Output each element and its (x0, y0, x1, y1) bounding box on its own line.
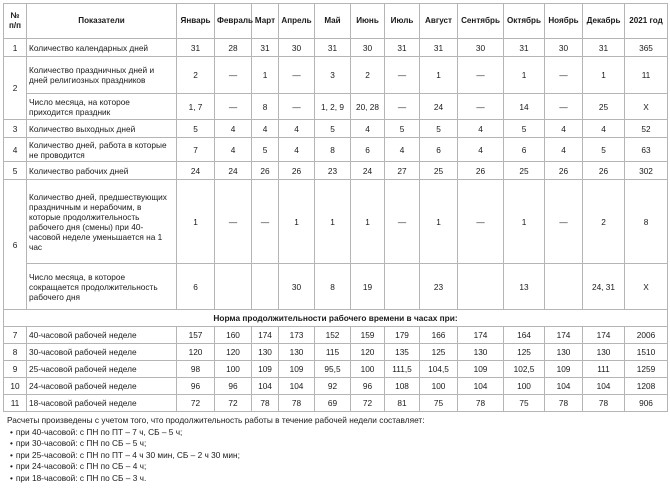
row-value: 4 (215, 138, 252, 162)
row-value: 104,5 (420, 361, 458, 378)
row-label: 40-часовой рабочей неделе (27, 327, 177, 344)
row-value: 25 (504, 162, 545, 180)
calculation-notes (3, 415, 667, 484)
row-value: 23 (315, 162, 351, 180)
header-month: Август (420, 4, 458, 39)
subrow-value: 8 (315, 264, 351, 310)
row-value: — (252, 180, 279, 264)
row-number: 11 (4, 395, 27, 412)
row-value: 1 (583, 57, 625, 94)
row-value: 4 (279, 138, 315, 162)
notes-list (7, 427, 667, 485)
row-value: 2 (177, 57, 215, 94)
row-value: 63 (625, 138, 668, 162)
row-value: 1510 (625, 344, 668, 361)
row-value: 152 (315, 327, 351, 344)
row-value: 28 (215, 39, 252, 57)
row-value: 125 (504, 344, 545, 361)
row-value: 4 (545, 138, 583, 162)
calendar-document (3, 3, 667, 484)
header-num-line2: п/п (8, 21, 22, 30)
row-value: 109 (458, 361, 504, 378)
row-value: 30 (545, 39, 583, 57)
norm-row (4, 378, 668, 395)
subrow-value: 30 (279, 264, 315, 310)
row-value: 130 (279, 344, 315, 361)
row-value: 78 (583, 395, 625, 412)
row-value: 130 (458, 344, 504, 361)
row-value: 157 (177, 327, 215, 344)
header-month: Декабрь (583, 4, 625, 39)
header-month: Июнь (351, 4, 385, 39)
row-value: 1 (420, 57, 458, 94)
norm-row (4, 344, 668, 361)
row-value: 3 (315, 57, 351, 94)
header-month: Май (315, 4, 351, 39)
row-value: 31 (504, 39, 545, 57)
row-value: 75 (420, 395, 458, 412)
row-value: 4 (351, 120, 385, 138)
subrow-value: X (625, 264, 668, 310)
table-row (4, 120, 668, 138)
row-value: 6 (351, 138, 385, 162)
row-value: 4 (252, 120, 279, 138)
row-value: 174 (458, 327, 504, 344)
row-value: 95,5 (315, 361, 351, 378)
row-value: 98 (177, 361, 215, 378)
table-subrow (4, 94, 668, 120)
row-value: 115 (315, 344, 351, 361)
row-value: — (215, 180, 252, 264)
subrow-value (458, 264, 504, 310)
row-value: 1208 (625, 378, 668, 395)
subrow-value: — (279, 94, 315, 120)
row-value: 8 (625, 180, 668, 264)
row-value: 5 (252, 138, 279, 162)
row-value: 31 (252, 39, 279, 57)
row-value: 109 (252, 361, 279, 378)
row-value: 1259 (625, 361, 668, 378)
note-item: • при 40-часовой: с ПН по ПТ – 7 ч, СБ – 5 ч; (17, 427, 667, 439)
subrow-label: Число месяца, в которое сокращается продолжительность рабочего дня (27, 264, 177, 310)
row-value: 6 (504, 138, 545, 162)
row-value: 130 (252, 344, 279, 361)
row-number: 10 (4, 378, 27, 395)
norm-row (4, 361, 668, 378)
subrow-value: 1, 7 (177, 94, 215, 120)
norm-title: Норма продолжительности рабочего времени в часах при: (4, 310, 668, 327)
row-value: 78 (458, 395, 504, 412)
row-value: 11 (625, 57, 668, 94)
row-value: 4 (458, 138, 504, 162)
header-month: Апрель (279, 4, 315, 39)
row-value: 130 (583, 344, 625, 361)
row-value: 104 (583, 378, 625, 395)
row-value: 4 (215, 120, 252, 138)
subrow-value (385, 264, 420, 310)
row-label: Количество дней, предшествующих праздничным и нерабочим, в которые продолжительность рабочего дня (смены) при 40-часовой неделе уменьшается на 1 час (27, 180, 177, 264)
row-value: 24 (215, 162, 252, 180)
subrow-value: 8 (252, 94, 279, 120)
row-value: 96 (215, 378, 252, 395)
row-value: 125 (420, 344, 458, 361)
row-value: 25 (420, 162, 458, 180)
row-value: 1 (504, 57, 545, 94)
row-value: 174 (583, 327, 625, 344)
header-num-line1: № (10, 11, 20, 20)
notes-intro: Расчеты произведены с учетом того, что продолжительность работы в течение рабочей недели составляет: (7, 415, 425, 425)
subrow-value: 24 (420, 94, 458, 120)
row-value: 1 (177, 180, 215, 264)
subrow-value: — (545, 94, 583, 120)
row-value: 104 (458, 378, 504, 395)
row-value: — (458, 180, 504, 264)
header-month: Февраль (215, 4, 252, 39)
row-value: 174 (545, 327, 583, 344)
table-row (4, 138, 668, 162)
row-value: 26 (545, 162, 583, 180)
row-value: — (279, 57, 315, 94)
header-month: Ноябрь (545, 4, 583, 39)
row-label: Количество праздничных дней и дней религиозных праздников (27, 57, 177, 94)
row-value: 72 (215, 395, 252, 412)
row-value: 8 (315, 138, 351, 162)
row-value: 1 (504, 180, 545, 264)
header-year: 2021 год (625, 4, 668, 39)
row-value: 102,5 (504, 361, 545, 378)
norm-section-header (4, 310, 668, 327)
row-value: 5 (504, 120, 545, 138)
row-value: 78 (545, 395, 583, 412)
row-value: 120 (177, 344, 215, 361)
subrow-value: — (458, 94, 504, 120)
row-value: 2 (583, 180, 625, 264)
row-value: 302 (625, 162, 668, 180)
subrow-label: Число месяца, на которое приходится праздник (27, 94, 177, 120)
header-row (4, 4, 668, 39)
row-value: 1 (420, 180, 458, 264)
subrow-value: 24, 31 (583, 264, 625, 310)
row-value: 1 (315, 180, 351, 264)
row-number: 6 (4, 180, 27, 310)
subrow-value: 23 (420, 264, 458, 310)
subrow-value: 13 (504, 264, 545, 310)
row-value: 31 (315, 39, 351, 57)
row-value: 100 (215, 361, 252, 378)
row-value: 96 (351, 378, 385, 395)
row-value: 26 (458, 162, 504, 180)
row-value: 5 (177, 120, 215, 138)
row-value: 108 (385, 378, 420, 395)
row-value: 2006 (625, 327, 668, 344)
note-item: • при 18-часовой: с ПН по СБ – 3 ч. (17, 473, 667, 485)
row-value: 100 (504, 378, 545, 395)
row-value: — (385, 57, 420, 94)
row-label: Количество рабочих дней (27, 162, 177, 180)
norm-row (4, 395, 668, 412)
row-value: 104 (545, 378, 583, 395)
subrow-value (252, 264, 279, 310)
row-number: 9 (4, 361, 27, 378)
header-month: Март (252, 4, 279, 39)
row-value: 5 (385, 120, 420, 138)
table-subrow (4, 264, 668, 310)
subrow-value (215, 264, 252, 310)
row-value: 30 (351, 39, 385, 57)
row-value: 78 (252, 395, 279, 412)
row-value: 174 (252, 327, 279, 344)
row-value: 27 (385, 162, 420, 180)
row-value: 166 (420, 327, 458, 344)
subrow-value: 19 (351, 264, 385, 310)
row-number: 4 (4, 138, 27, 162)
row-value: 31 (177, 39, 215, 57)
subrow-value: X (625, 94, 668, 120)
row-value: — (545, 57, 583, 94)
row-label: 18-часовой рабочей неделе (27, 395, 177, 412)
row-value: 6 (420, 138, 458, 162)
row-value: 159 (351, 327, 385, 344)
row-number: 8 (4, 344, 27, 361)
row-value: 5 (315, 120, 351, 138)
row-value: 4 (385, 138, 420, 162)
row-value: 111,5 (385, 361, 420, 378)
row-value: 109 (279, 361, 315, 378)
row-value: 179 (385, 327, 420, 344)
row-value: 906 (625, 395, 668, 412)
row-value: 4 (583, 120, 625, 138)
row-value: 4 (279, 120, 315, 138)
row-value: 30 (279, 39, 315, 57)
subrow-value: 20, 28 (351, 94, 385, 120)
row-value: 109 (545, 361, 583, 378)
row-value: 26 (252, 162, 279, 180)
row-value: 31 (583, 39, 625, 57)
row-value: 26 (279, 162, 315, 180)
row-label: 24-часовой рабочей неделе (27, 378, 177, 395)
row-label: Количество выходных дней (27, 120, 177, 138)
row-value: 69 (315, 395, 351, 412)
row-value: 96 (177, 378, 215, 395)
row-value: 5 (420, 120, 458, 138)
row-value: 30 (458, 39, 504, 57)
table-row (4, 57, 668, 94)
subrow-value: 1, 2, 9 (315, 94, 351, 120)
norm-row (4, 327, 668, 344)
header-indicator: Показатели (27, 4, 177, 39)
row-value: 365 (625, 39, 668, 57)
row-value: 5 (583, 138, 625, 162)
subrow-value: — (215, 94, 252, 120)
row-value: 1 (252, 57, 279, 94)
row-number: 5 (4, 162, 27, 180)
header-month: Октябрь (504, 4, 545, 39)
header-month: Июль (385, 4, 420, 39)
subrow-value (545, 264, 583, 310)
work-calendar-table (3, 3, 668, 412)
row-value: 2 (351, 57, 385, 94)
row-number: 7 (4, 327, 27, 344)
table-row (4, 180, 668, 264)
row-value: 78 (279, 395, 315, 412)
row-value: 24 (351, 162, 385, 180)
table-body (4, 39, 668, 412)
row-value: — (385, 180, 420, 264)
row-value: 7 (177, 138, 215, 162)
row-label: 25-часовой рабочей неделе (27, 361, 177, 378)
row-value: 24 (177, 162, 215, 180)
row-value: 104 (252, 378, 279, 395)
row-value: 135 (385, 344, 420, 361)
header-month: Январь (177, 4, 215, 39)
row-value: 173 (279, 327, 315, 344)
row-value: 31 (385, 39, 420, 57)
row-value: 4 (458, 120, 504, 138)
row-value: 72 (177, 395, 215, 412)
subrow-value: 6 (177, 264, 215, 310)
row-value: 130 (545, 344, 583, 361)
row-value: — (458, 57, 504, 94)
table-row (4, 162, 668, 180)
row-value: 26 (583, 162, 625, 180)
row-value: 31 (420, 39, 458, 57)
row-value: 72 (351, 395, 385, 412)
row-value: 92 (315, 378, 351, 395)
note-item: • при 25-часовой: с ПН по ПТ – 4 ч 30 мин, СБ – 2 ч 30 мин; (17, 450, 667, 462)
header-month: Сентябрь (458, 4, 504, 39)
row-label: Количество дней, работа в которые не проводится (27, 138, 177, 162)
note-item: • при 24-часовой: с ПН по СБ – 4 ч; (17, 461, 667, 473)
row-value: 160 (215, 327, 252, 344)
row-value: 100 (420, 378, 458, 395)
row-value: 120 (351, 344, 385, 361)
row-label: 30-часовой рабочей неделе (27, 344, 177, 361)
row-number: 2 (4, 57, 27, 120)
row-value: 81 (385, 395, 420, 412)
row-value: 52 (625, 120, 668, 138)
subrow-value: 14 (504, 94, 545, 120)
row-value: 1 (279, 180, 315, 264)
row-value: 120 (215, 344, 252, 361)
header-num (4, 4, 27, 39)
row-value: 111 (583, 361, 625, 378)
row-number: 3 (4, 120, 27, 138)
row-value: 104 (279, 378, 315, 395)
row-value: — (545, 180, 583, 264)
table-row (4, 39, 668, 57)
row-number: 1 (4, 39, 27, 57)
row-value: 75 (504, 395, 545, 412)
row-value: 1 (351, 180, 385, 264)
row-value: 100 (351, 361, 385, 378)
note-item: • при 30-часовой: с ПН по СБ – 5 ч; (17, 438, 667, 450)
row-value: 4 (545, 120, 583, 138)
subrow-value: — (385, 94, 420, 120)
row-value: — (215, 57, 252, 94)
row-label: Количество календарных дней (27, 39, 177, 57)
row-value: 164 (504, 327, 545, 344)
subrow-value: 25 (583, 94, 625, 120)
